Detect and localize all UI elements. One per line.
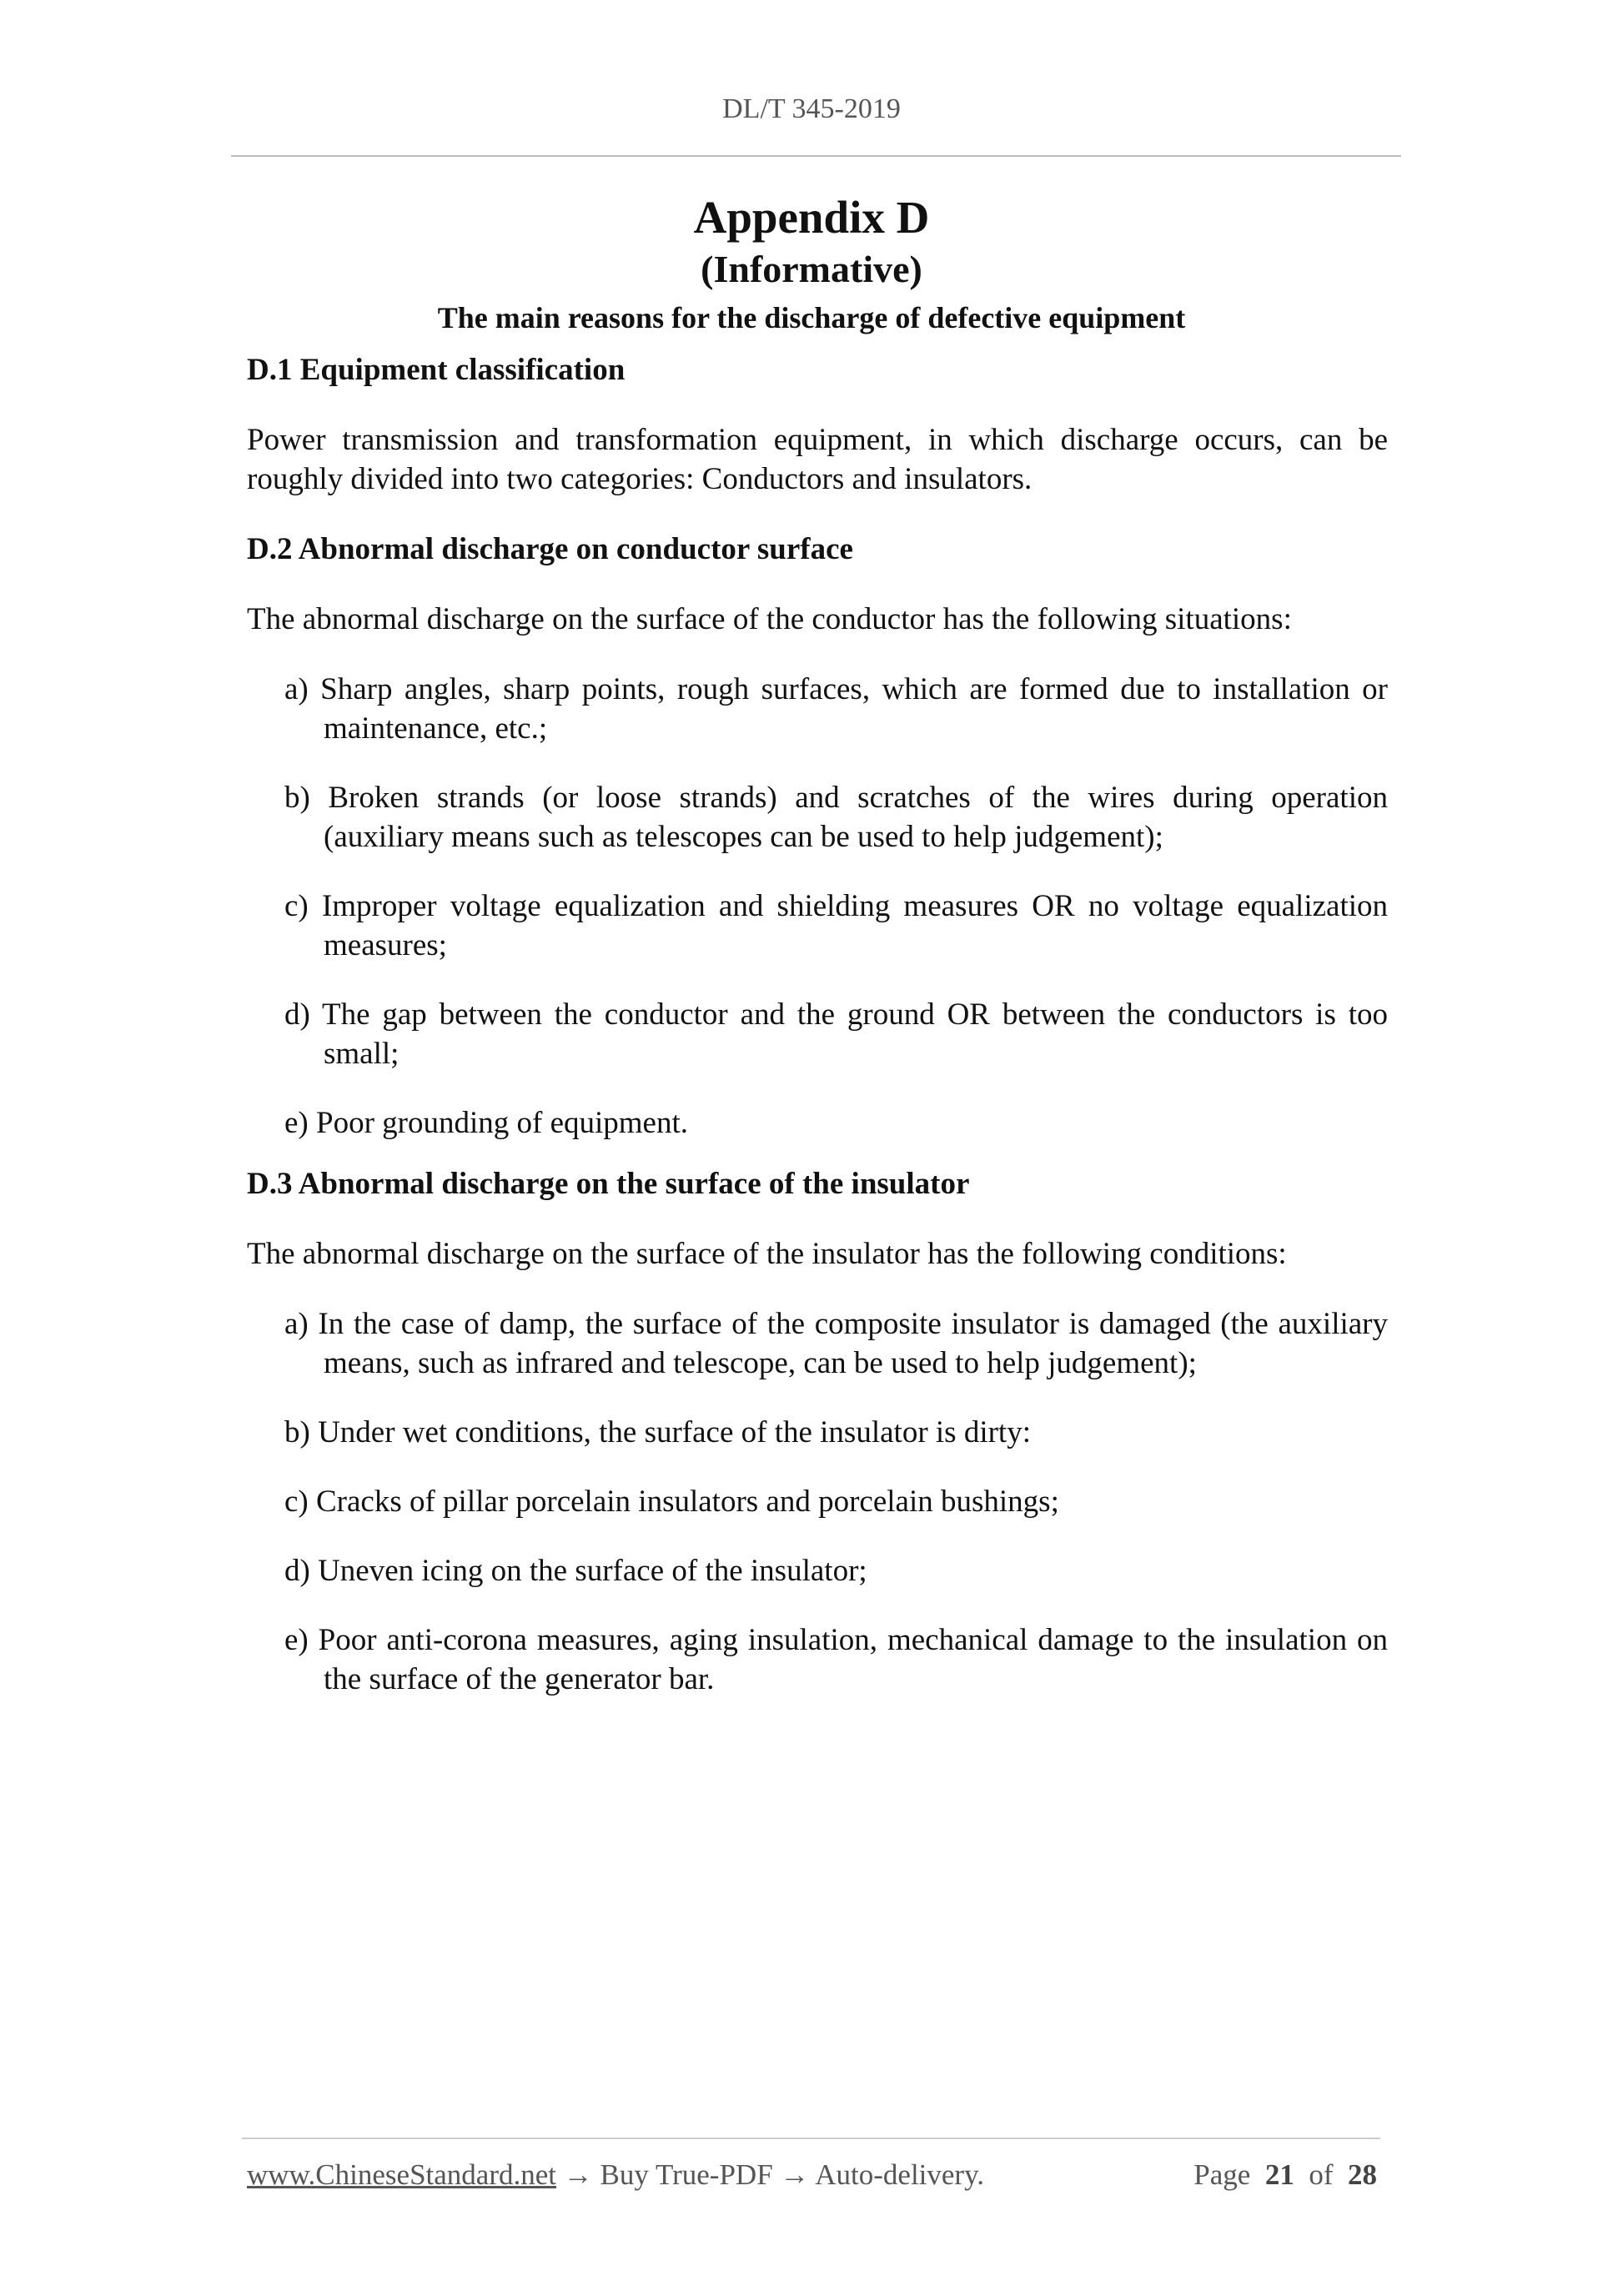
section-heading-d1: D.1 Equipment classification: [247, 353, 626, 387]
header-doc-code: DL/T 345-2019: [722, 93, 901, 124]
list-item: a) Sharp angles, sharp points, rough surfaces, which are formed due to installation or maintenance, etc.;: [284, 672, 1388, 746]
of-label: of: [1309, 2158, 1334, 2191]
insulator-conditions-list: [247, 1304, 1388, 1699]
page-number: 21: [1264, 2158, 1294, 2191]
section-paragraph-d2: The abnormal discharge on the surface of the conductor has the following situations:: [247, 602, 1292, 636]
list-item: a) In the case of damp, the surface of the composite insulator is damaged (the auxiliary means, such as infrared and telescope, can be used to help judgement);: [284, 1307, 1388, 1380]
document-body: [247, 350, 1388, 1729]
page-label: Page: [1193, 2158, 1251, 2191]
auto-delivery-text: Auto-delivery.: [815, 2158, 985, 2191]
list-item: c) Cracks of pillar porcelain insulators and porcelain bushings;: [284, 1485, 1059, 1519]
website-link[interactable]: www.ChineseStandard.net: [247, 2158, 556, 2191]
conductor-situations-list: [247, 670, 1388, 1143]
appendix-title: Appendix D: [693, 192, 930, 243]
total-pages: 28: [1348, 2158, 1377, 2191]
section-paragraph-d3: The abnormal discharge on the surface of the insulator has the following conditions:: [247, 1237, 1287, 1271]
title-block: [0, 190, 1623, 339]
arrow-right-icon: →: [563, 2158, 593, 2191]
list-item: b) Under wet conditions, the surface of the insulator is dirty:: [284, 1415, 1031, 1449]
arrow-right-icon: →: [780, 2158, 810, 2191]
header-divider: [231, 155, 1401, 157]
section-heading-d3: D.3 Abnormal discharge on the surface of the insulator: [247, 1167, 970, 1201]
footer: [247, 2158, 1377, 2192]
section-paragraph-d1: Power transmission and transformation equipment, in which discharge occurs, can be roughly divided into two categories: Conductors and insulators.: [247, 423, 1388, 496]
appendix-subtitle: The main reasons for the discharge of defective equipment: [437, 301, 1186, 334]
list-item: d) The gap between the conductor and the ground OR between the conductors is too small;: [284, 997, 1388, 1071]
list-item: c) Improper voltage equalization and shielding measures OR no voltage equalization measures;: [284, 889, 1388, 962]
list-item: d) Uneven icing on the surface of the insulator;: [284, 1554, 867, 1588]
footer-promo: [247, 2158, 984, 2192]
list-item: e) Poor anti-corona measures, aging insulation, mechanical damage to the insulation on the surface of the generator bar.: [284, 1623, 1388, 1696]
appendix-type: (Informative): [701, 248, 922, 290]
list-item: b) Broken strands (or loose strands) and scratches of the wires during operation (auxiliary means such as telescopes can be used to help judgement);: [284, 781, 1388, 854]
page-indicator: [1193, 2158, 1377, 2192]
buy-true-pdf-text: Buy True-PDF: [600, 2158, 773, 2191]
footer-divider: [242, 2138, 1380, 2139]
list-item: e) Poor grounding of equipment.: [284, 1106, 688, 1140]
section-heading-d2: D.2 Abnormal discharge on conductor surface: [247, 532, 853, 566]
